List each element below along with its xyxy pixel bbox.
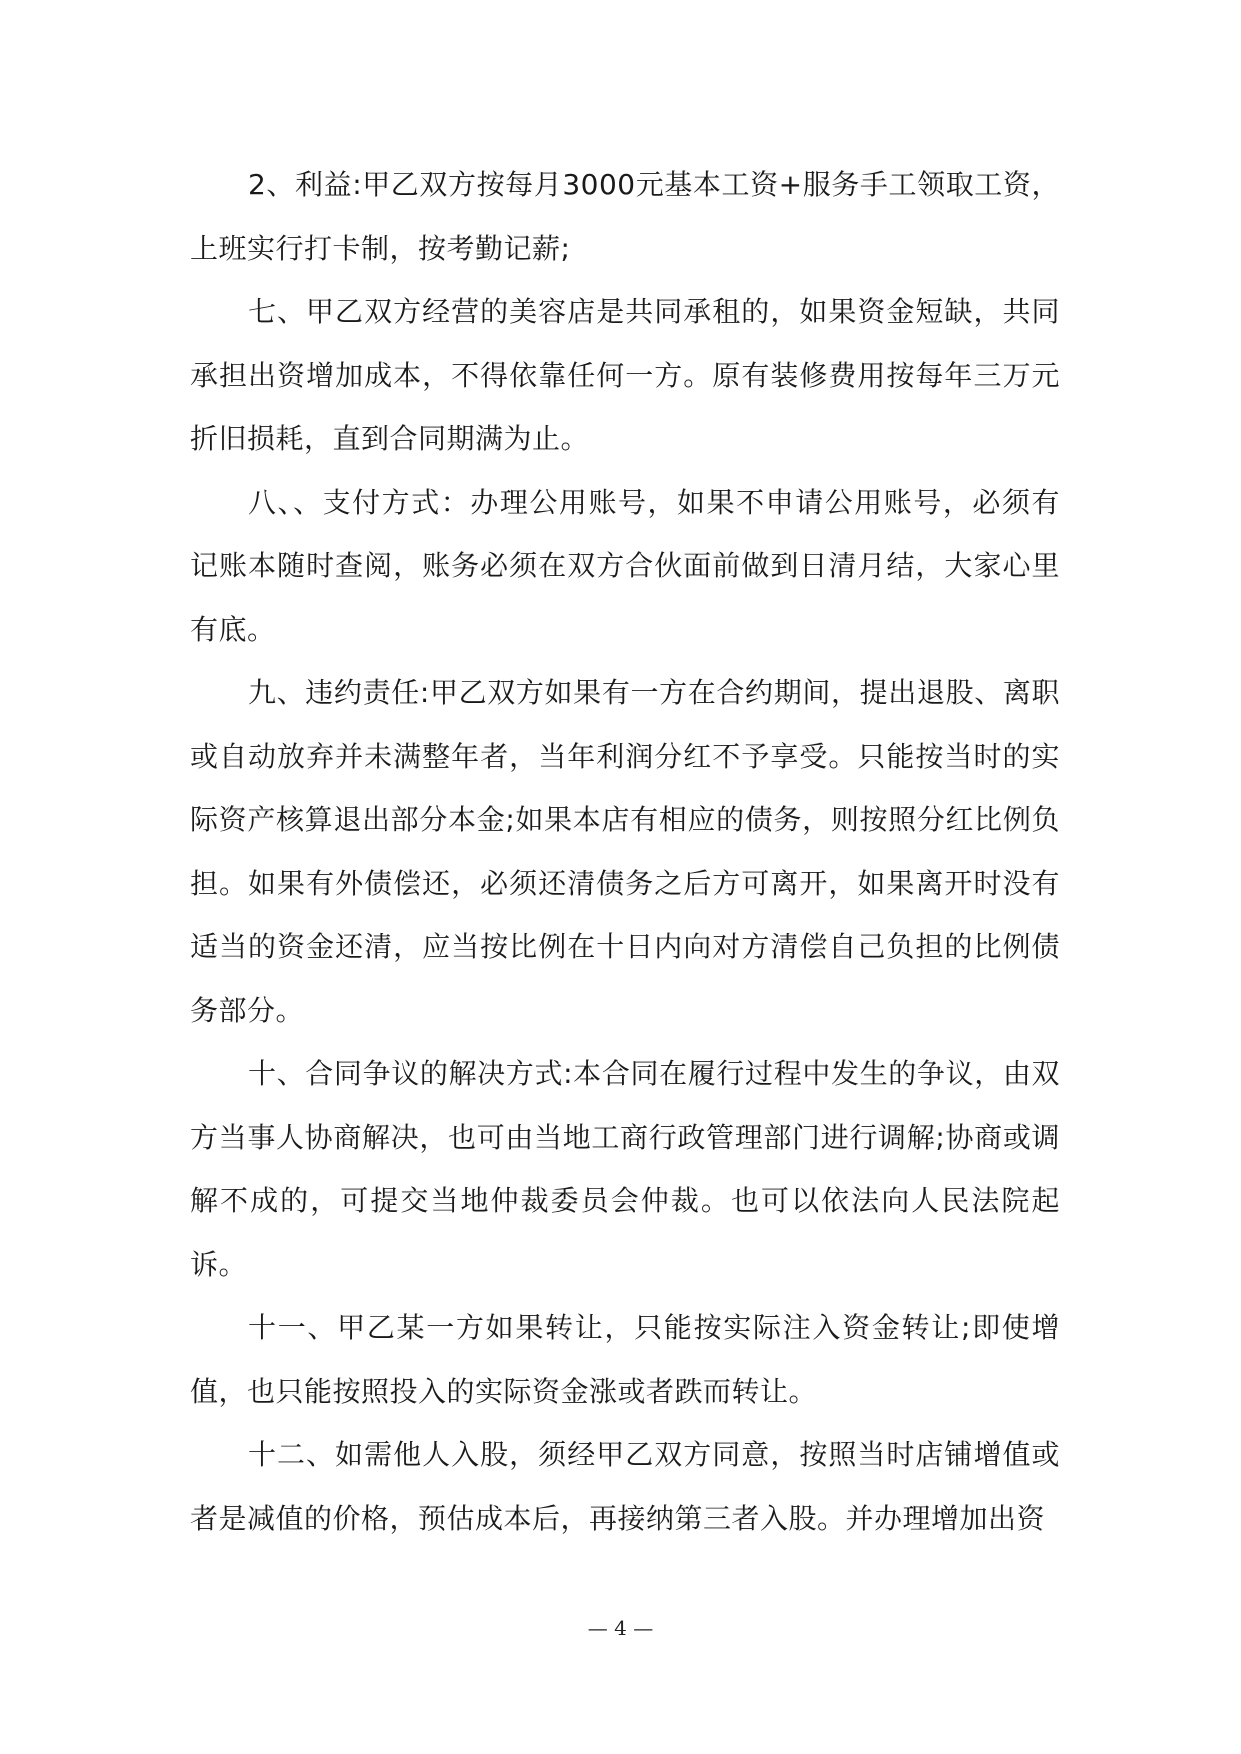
paragraph-clause-7: 七、甲乙双方经营的美容店是共同承租的，如果资金短缺，共同承担出资增加成本，不得依靠任何一方。原有装修费用按每年三万元折旧损耗，直到合同期满为止。 [190, 295, 1060, 455]
paragraph-clause-12: 十二、如需他人入股，须经甲乙双方同意，按照当时店铺增值或者是减值的价格，预估成本后，再接纳第三者入股。并办理增加出资 [190, 1438, 1060, 1535]
paragraph-clause-11: 十一、甲乙某一方如果转让，只能按实际注入资金转让;即使增值，也只能按照投入的实际资金涨或者跌而转让。 [190, 1311, 1060, 1408]
paragraph-clause-10: 十、合同争议的解决方式:本合同在履行过程中发生的争议，由双方当事人协商解决，也可由当地工商行政管理部门进行调解;协商或调解不成的，可提交当地仲裁委员会仲裁。也可以依法向人民法院起诉。 [190, 1057, 1060, 1281]
paragraph-clause-8: 八、、支付方式：办理公用账号，如果不申请公用账号，必须有记账本随时查阅，账务必须在双方合伙面前做到日清月结，大家心里有底。 [190, 485, 1060, 646]
page-number: — 4 — [587, 1616, 654, 1640]
paragraph-clause-9: 九、违约责任:甲乙双方如果有一方在合约期间，提出退股、离职或自动放弃并未满整年者，当年利润分红不予享受。只能按当时的实际资产核算退出部分本金;如果本店有相应的债务，则按照分红比例负担。如果有外债偿还，必须还清债务之后方可离开，如果离开时没有适当的资金还清，应当按比例在十日内向对方清偿自己负担的比例债务部分。 [190, 676, 1060, 1027]
document-body [190, 153, 1060, 1550]
paragraph-salary: 2、利益:甲乙双方按每月3000元基本工资+服务手工领取工资，上班实行打卡制，按考勤记薪; [190, 168, 1060, 265]
